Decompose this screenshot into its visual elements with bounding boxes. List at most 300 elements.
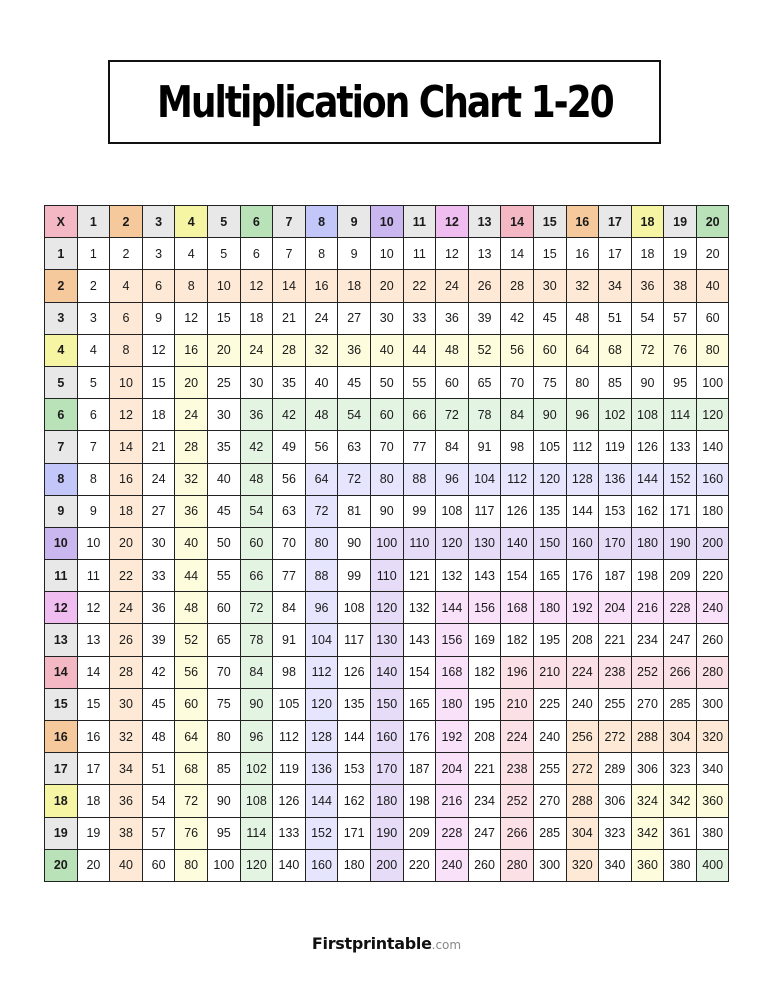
- column-header: 10: [371, 206, 404, 238]
- product-cell: 126: [338, 657, 371, 689]
- product-cell: 117: [338, 624, 371, 656]
- product-cell: 266: [501, 818, 534, 850]
- product-cell: 24: [241, 335, 274, 367]
- product-cell: 210: [534, 657, 567, 689]
- product-cell: 64: [306, 464, 339, 496]
- product-cell: 360: [697, 785, 730, 817]
- product-cell: 160: [371, 721, 404, 753]
- product-cell: 9: [338, 238, 371, 270]
- product-cell: 9: [78, 496, 111, 528]
- product-cell: 6: [143, 270, 176, 302]
- product-cell: 340: [599, 850, 632, 882]
- column-header: 20: [697, 206, 730, 238]
- product-cell: 272: [599, 721, 632, 753]
- product-cell: 221: [469, 753, 502, 785]
- product-cell: 52: [469, 335, 502, 367]
- product-cell: 170: [599, 528, 632, 560]
- product-cell: 60: [436, 367, 469, 399]
- product-cell: 6: [78, 399, 111, 431]
- product-cell: 112: [501, 464, 534, 496]
- row-header: 11: [45, 560, 78, 592]
- product-cell: 90: [338, 528, 371, 560]
- product-cell: 288: [567, 785, 600, 817]
- product-cell: 190: [664, 528, 697, 560]
- product-cell: 120: [697, 399, 730, 431]
- product-cell: 72: [175, 785, 208, 817]
- product-cell: 28: [110, 657, 143, 689]
- product-cell: 12: [175, 303, 208, 335]
- product-cell: 44: [175, 560, 208, 592]
- row-header: 16: [45, 721, 78, 753]
- product-cell: 342: [632, 818, 665, 850]
- product-cell: 33: [143, 560, 176, 592]
- column-header: 11: [404, 206, 437, 238]
- product-cell: 120: [241, 850, 274, 882]
- row-header: 5: [45, 367, 78, 399]
- product-cell: 66: [404, 399, 437, 431]
- product-cell: 220: [404, 850, 437, 882]
- product-cell: 160: [567, 528, 600, 560]
- product-cell: 28: [501, 270, 534, 302]
- product-cell: 170: [371, 753, 404, 785]
- product-cell: 2: [110, 238, 143, 270]
- product-cell: 240: [697, 592, 730, 624]
- product-cell: 85: [599, 367, 632, 399]
- product-cell: 44: [404, 335, 437, 367]
- product-cell: 60: [241, 528, 274, 560]
- product-cell: 66: [241, 560, 274, 592]
- product-cell: 126: [273, 785, 306, 817]
- product-cell: 30: [241, 367, 274, 399]
- product-cell: 198: [632, 560, 665, 592]
- product-cell: 40: [697, 270, 730, 302]
- product-cell: 20: [110, 528, 143, 560]
- product-cell: 180: [632, 528, 665, 560]
- product-cell: 84: [436, 431, 469, 463]
- product-cell: 63: [273, 496, 306, 528]
- product-cell: 304: [664, 721, 697, 753]
- product-cell: 121: [404, 560, 437, 592]
- product-cell: 6: [110, 303, 143, 335]
- product-cell: 84: [501, 399, 534, 431]
- product-cell: 17: [599, 238, 632, 270]
- product-cell: 140: [697, 431, 730, 463]
- product-cell: 90: [208, 785, 241, 817]
- product-cell: 234: [469, 785, 502, 817]
- row-header: 13: [45, 624, 78, 656]
- product-cell: 90: [632, 367, 665, 399]
- product-cell: 135: [534, 496, 567, 528]
- product-cell: 14: [110, 431, 143, 463]
- product-cell: 30: [143, 528, 176, 560]
- product-cell: 198: [404, 785, 437, 817]
- product-cell: 25: [208, 367, 241, 399]
- product-cell: 34: [599, 270, 632, 302]
- product-cell: 96: [436, 464, 469, 496]
- product-cell: 12: [241, 270, 274, 302]
- product-cell: 80: [208, 721, 241, 753]
- product-cell: 77: [273, 560, 306, 592]
- product-cell: 63: [338, 431, 371, 463]
- product-cell: 182: [469, 657, 502, 689]
- product-cell: 24: [110, 592, 143, 624]
- product-cell: 136: [306, 753, 339, 785]
- product-cell: 180: [436, 689, 469, 721]
- product-cell: 42: [501, 303, 534, 335]
- product-cell: 190: [371, 818, 404, 850]
- product-cell: 126: [632, 431, 665, 463]
- product-cell: 85: [208, 753, 241, 785]
- product-cell: 48: [241, 464, 274, 496]
- product-cell: 280: [697, 657, 730, 689]
- product-cell: 91: [469, 431, 502, 463]
- product-cell: 128: [567, 464, 600, 496]
- product-cell: 88: [306, 560, 339, 592]
- product-cell: 162: [338, 785, 371, 817]
- product-cell: 224: [501, 721, 534, 753]
- product-cell: 240: [436, 850, 469, 882]
- product-cell: 126: [501, 496, 534, 528]
- product-cell: 153: [599, 496, 632, 528]
- product-cell: 48: [175, 592, 208, 624]
- product-cell: 26: [110, 624, 143, 656]
- column-header: 1: [78, 206, 111, 238]
- product-cell: 108: [436, 496, 469, 528]
- product-cell: 16: [567, 238, 600, 270]
- product-cell: 144: [567, 496, 600, 528]
- product-cell: 120: [436, 528, 469, 560]
- product-cell: 39: [143, 624, 176, 656]
- product-cell: 24: [175, 399, 208, 431]
- product-cell: 100: [371, 528, 404, 560]
- product-cell: 65: [208, 624, 241, 656]
- product-cell: 11: [404, 238, 437, 270]
- product-cell: 15: [78, 689, 111, 721]
- product-cell: 171: [338, 818, 371, 850]
- product-cell: 105: [534, 431, 567, 463]
- product-cell: 360: [632, 850, 665, 882]
- product-cell: 19: [664, 238, 697, 270]
- product-cell: 70: [208, 657, 241, 689]
- product-cell: 91: [273, 624, 306, 656]
- product-cell: 100: [697, 367, 730, 399]
- product-cell: 57: [664, 303, 697, 335]
- product-cell: 16: [175, 335, 208, 367]
- product-cell: 200: [371, 850, 404, 882]
- product-cell: 320: [567, 850, 600, 882]
- product-cell: 75: [534, 367, 567, 399]
- product-cell: 96: [306, 592, 339, 624]
- product-cell: 48: [436, 335, 469, 367]
- product-cell: 55: [208, 560, 241, 592]
- product-cell: 153: [338, 753, 371, 785]
- product-cell: 7: [78, 431, 111, 463]
- product-cell: 18: [338, 270, 371, 302]
- product-cell: 104: [469, 464, 502, 496]
- product-cell: 320: [697, 721, 730, 753]
- product-cell: 32: [175, 464, 208, 496]
- product-cell: 152: [664, 464, 697, 496]
- product-cell: 27: [338, 303, 371, 335]
- product-cell: 180: [534, 592, 567, 624]
- product-cell: 11: [78, 560, 111, 592]
- product-cell: 289: [599, 753, 632, 785]
- product-cell: 2: [78, 270, 111, 302]
- product-cell: 102: [241, 753, 274, 785]
- product-cell: 340: [697, 753, 730, 785]
- product-cell: 192: [436, 721, 469, 753]
- product-cell: 32: [306, 335, 339, 367]
- product-cell: 12: [110, 399, 143, 431]
- product-cell: 119: [599, 431, 632, 463]
- product-cell: 78: [241, 624, 274, 656]
- row-header: 10: [45, 528, 78, 560]
- product-cell: 252: [632, 657, 665, 689]
- product-cell: 16: [306, 270, 339, 302]
- product-cell: 130: [469, 528, 502, 560]
- product-cell: 22: [110, 560, 143, 592]
- product-cell: 45: [208, 496, 241, 528]
- product-cell: 204: [436, 753, 469, 785]
- column-header: 16: [567, 206, 600, 238]
- product-cell: 60: [534, 335, 567, 367]
- product-cell: 143: [404, 624, 437, 656]
- product-cell: 28: [175, 431, 208, 463]
- product-cell: 45: [534, 303, 567, 335]
- product-cell: 64: [175, 721, 208, 753]
- product-cell: 168: [501, 592, 534, 624]
- product-cell: 15: [143, 367, 176, 399]
- product-cell: 323: [599, 818, 632, 850]
- product-cell: 324: [632, 785, 665, 817]
- product-cell: 40: [175, 528, 208, 560]
- product-cell: 98: [501, 431, 534, 463]
- product-cell: 4: [110, 270, 143, 302]
- product-cell: 117: [469, 496, 502, 528]
- column-header: 8: [306, 206, 339, 238]
- product-cell: 40: [371, 335, 404, 367]
- product-cell: 255: [534, 753, 567, 785]
- product-cell: 6: [241, 238, 274, 270]
- product-cell: 75: [208, 689, 241, 721]
- product-cell: 40: [208, 464, 241, 496]
- product-cell: 208: [567, 624, 600, 656]
- product-cell: 285: [664, 689, 697, 721]
- product-cell: 234: [632, 624, 665, 656]
- product-cell: 50: [208, 528, 241, 560]
- product-cell: 20: [208, 335, 241, 367]
- product-cell: 104: [306, 624, 339, 656]
- product-cell: 105: [273, 689, 306, 721]
- product-cell: 238: [599, 657, 632, 689]
- product-cell: 152: [306, 818, 339, 850]
- product-cell: 49: [273, 431, 306, 463]
- product-cell: 12: [436, 238, 469, 270]
- row-header: 3: [45, 303, 78, 335]
- product-cell: 228: [664, 592, 697, 624]
- product-cell: 36: [632, 270, 665, 302]
- product-cell: 95: [664, 367, 697, 399]
- product-cell: 400: [697, 850, 730, 882]
- product-cell: 10: [78, 528, 111, 560]
- product-cell: 65: [469, 367, 502, 399]
- product-cell: 18: [143, 399, 176, 431]
- product-cell: 10: [371, 238, 404, 270]
- product-cell: 80: [371, 464, 404, 496]
- product-cell: 132: [436, 560, 469, 592]
- product-cell: 13: [469, 238, 502, 270]
- product-cell: 7: [273, 238, 306, 270]
- product-cell: 270: [632, 689, 665, 721]
- product-cell: 84: [241, 657, 274, 689]
- product-cell: 78: [469, 399, 502, 431]
- product-cell: 17: [78, 753, 111, 785]
- product-cell: 160: [306, 850, 339, 882]
- product-cell: 165: [404, 689, 437, 721]
- product-cell: 10: [110, 367, 143, 399]
- row-header: 12: [45, 592, 78, 624]
- brand-name: Firstprintable: [311, 934, 432, 953]
- product-cell: 112: [306, 657, 339, 689]
- product-cell: 21: [273, 303, 306, 335]
- product-cell: 12: [78, 592, 111, 624]
- product-cell: 70: [273, 528, 306, 560]
- product-cell: 76: [664, 335, 697, 367]
- product-cell: 18: [78, 785, 111, 817]
- product-cell: 120: [371, 592, 404, 624]
- product-cell: 48: [306, 399, 339, 431]
- product-cell: 272: [567, 753, 600, 785]
- product-cell: 72: [306, 496, 339, 528]
- product-cell: 288: [632, 721, 665, 753]
- product-cell: 16: [110, 464, 143, 496]
- product-cell: 60: [697, 303, 730, 335]
- product-cell: 300: [697, 689, 730, 721]
- product-cell: 42: [273, 399, 306, 431]
- product-cell: 60: [208, 592, 241, 624]
- product-cell: 15: [534, 238, 567, 270]
- product-cell: 99: [338, 560, 371, 592]
- product-cell: 96: [567, 399, 600, 431]
- product-cell: 60: [143, 850, 176, 882]
- product-cell: 114: [241, 818, 274, 850]
- product-cell: 48: [567, 303, 600, 335]
- product-cell: 19: [78, 818, 111, 850]
- product-cell: 154: [404, 657, 437, 689]
- column-header: 19: [664, 206, 697, 238]
- product-cell: 171: [664, 496, 697, 528]
- product-cell: 48: [143, 721, 176, 753]
- product-cell: 50: [371, 367, 404, 399]
- product-cell: 238: [501, 753, 534, 785]
- row-header: 9: [45, 496, 78, 528]
- product-cell: 306: [599, 785, 632, 817]
- product-cell: 21: [143, 431, 176, 463]
- product-cell: 99: [404, 496, 437, 528]
- product-cell: 180: [371, 785, 404, 817]
- product-cell: 36: [241, 399, 274, 431]
- product-cell: 20: [175, 367, 208, 399]
- product-cell: 26: [469, 270, 502, 302]
- product-cell: 260: [469, 850, 502, 882]
- product-cell: 77: [404, 431, 437, 463]
- product-cell: 225: [534, 689, 567, 721]
- column-header: 13: [469, 206, 502, 238]
- product-cell: 13: [78, 624, 111, 656]
- product-cell: 162: [632, 496, 665, 528]
- product-cell: 20: [78, 850, 111, 882]
- product-cell: 176: [404, 721, 437, 753]
- product-cell: 38: [664, 270, 697, 302]
- title-box: [108, 60, 661, 144]
- product-cell: 90: [534, 399, 567, 431]
- product-cell: 112: [273, 721, 306, 753]
- product-cell: 54: [338, 399, 371, 431]
- product-cell: 36: [338, 335, 371, 367]
- product-cell: 209: [404, 818, 437, 850]
- product-cell: 54: [632, 303, 665, 335]
- product-cell: 144: [632, 464, 665, 496]
- product-cell: 143: [469, 560, 502, 592]
- product-cell: 27: [143, 496, 176, 528]
- product-cell: 72: [241, 592, 274, 624]
- product-cell: 323: [664, 753, 697, 785]
- row-header: 18: [45, 785, 78, 817]
- row-header: 19: [45, 818, 78, 850]
- product-cell: 132: [404, 592, 437, 624]
- product-cell: 9: [143, 303, 176, 335]
- product-cell: 209: [664, 560, 697, 592]
- multiplication-table: [44, 205, 729, 882]
- product-cell: 60: [175, 689, 208, 721]
- product-cell: 120: [534, 464, 567, 496]
- product-cell: 30: [110, 689, 143, 721]
- product-cell: 30: [534, 270, 567, 302]
- product-cell: 108: [632, 399, 665, 431]
- product-cell: 14: [78, 657, 111, 689]
- product-cell: 204: [599, 592, 632, 624]
- product-cell: 110: [404, 528, 437, 560]
- product-cell: 14: [273, 270, 306, 302]
- product-cell: 114: [664, 399, 697, 431]
- product-cell: 1: [78, 238, 111, 270]
- product-cell: 36: [175, 496, 208, 528]
- product-cell: 108: [241, 785, 274, 817]
- product-cell: 36: [436, 303, 469, 335]
- product-cell: 240: [534, 721, 567, 753]
- product-cell: 8: [110, 335, 143, 367]
- column-header: 7: [273, 206, 306, 238]
- product-cell: 90: [371, 496, 404, 528]
- row-header: 7: [45, 431, 78, 463]
- product-cell: 182: [501, 624, 534, 656]
- product-cell: 221: [599, 624, 632, 656]
- product-cell: 18: [632, 238, 665, 270]
- product-cell: 135: [338, 689, 371, 721]
- product-cell: 128: [306, 721, 339, 753]
- product-cell: 4: [78, 335, 111, 367]
- product-cell: 306: [632, 753, 665, 785]
- product-cell: 216: [632, 592, 665, 624]
- product-cell: 32: [110, 721, 143, 753]
- product-cell: 110: [371, 560, 404, 592]
- column-header: 6: [241, 206, 274, 238]
- product-cell: 20: [371, 270, 404, 302]
- product-cell: 300: [534, 850, 567, 882]
- product-cell: 34: [110, 753, 143, 785]
- product-cell: 119: [273, 753, 306, 785]
- product-cell: 240: [567, 689, 600, 721]
